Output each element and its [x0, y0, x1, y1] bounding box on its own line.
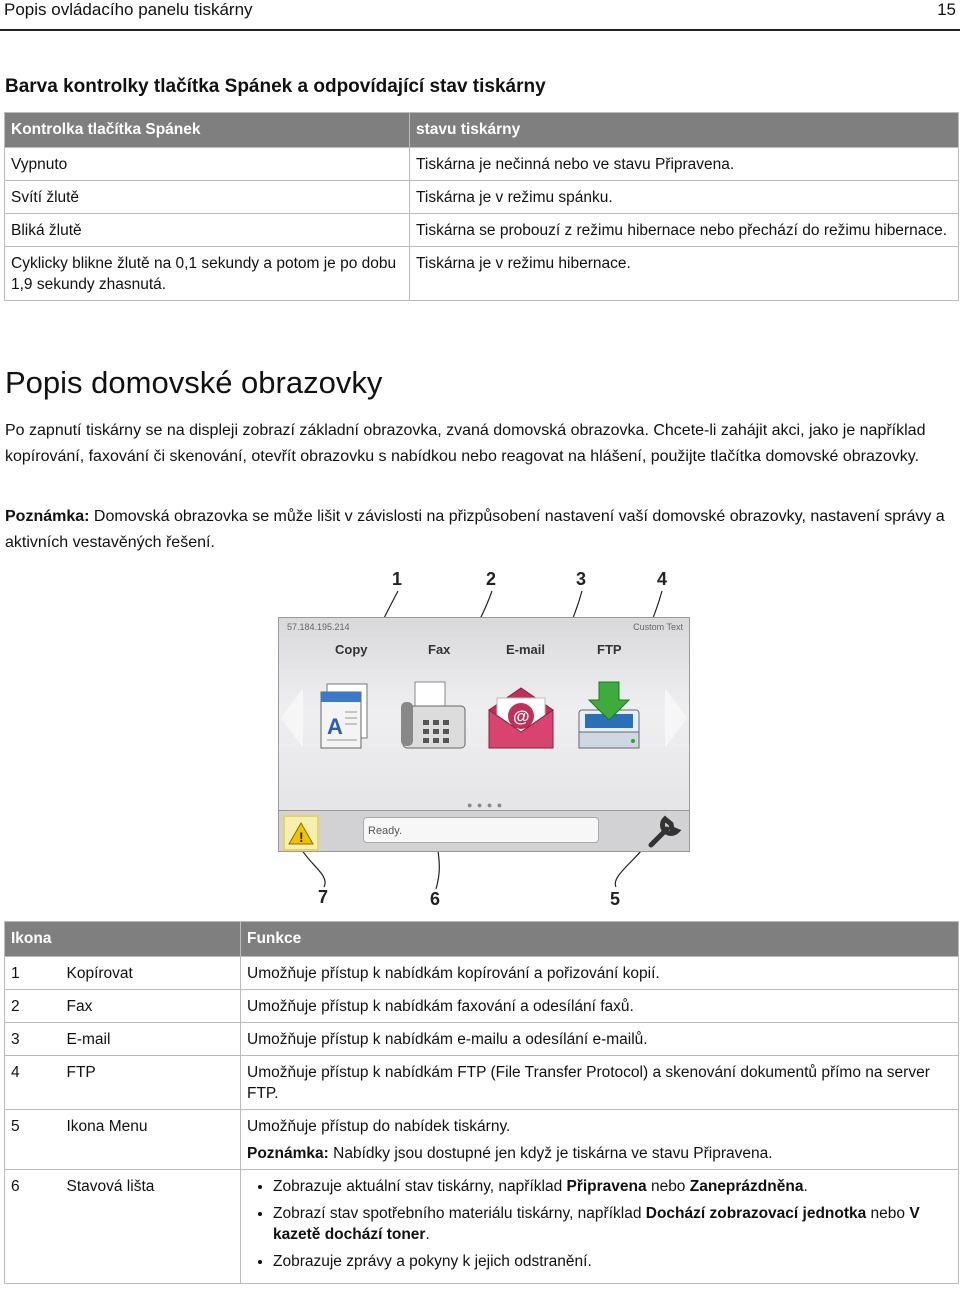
copy-icon[interactable]	[313, 680, 385, 752]
row-desc: Umožňuje přístup k nabídkám e-mailu a odesílání e-mailů.	[241, 1023, 959, 1056]
callout-3: 3	[576, 569, 587, 589]
left-arrow-icon[interactable]	[281, 688, 303, 748]
callout-4: 4	[657, 569, 668, 589]
list-item: • Zobrazuje zprávy a pokyny k jejich odstranění.	[273, 1251, 952, 1272]
email-label: E-mail	[506, 642, 546, 657]
table-header-light: Kontrolka tlačítka Spánek	[5, 113, 410, 148]
sleep-light-table	[4, 112, 959, 301]
state-cell: Tiskárna je nečinná nebo ve stavu Připravena.	[410, 148, 959, 181]
row-name: Stavová lišta	[61, 1170, 241, 1284]
intro-paragraph: Po zapnutí tiskárny se na displeji zobrazí základní obrazovka, zvaná domovská obrazovka. Chcete-li zahájit akci, jako je například kopírování, faxování či skenování, otevřít obrazovku s nabídkou nebo reagovat na hlášení, použijte tlačítka domovské obrazovky.	[5, 422, 926, 465]
table-row	[5, 1170, 959, 1284]
row-number: 1	[5, 957, 61, 990]
row-number: 5	[5, 1110, 61, 1170]
callout-2: 2	[486, 569, 497, 589]
svg-text:A: A	[327, 714, 343, 739]
row-desc: Umožňuje přístup k nabídkám faxování a odesílání faxů.	[241, 990, 959, 1023]
row-number: 2	[5, 990, 61, 1023]
right-arrow-icon[interactable]	[665, 688, 687, 748]
wrench-icon[interactable]	[645, 813, 683, 849]
table-header-function: Funkce	[241, 922, 959, 957]
light-cell: Bliká žlutě	[5, 214, 410, 247]
header-rule	[0, 29, 960, 31]
note-paragraph	[5, 504, 959, 555]
icon-function-table	[4, 921, 959, 1284]
copy-label: Copy	[335, 642, 368, 657]
row-number: 3	[5, 1023, 61, 1056]
page-number: 15	[937, 0, 956, 19]
row-note	[247, 1143, 952, 1164]
page-indicator: ● ● ● ●	[467, 800, 504, 810]
table-row	[5, 957, 959, 990]
note-text: Domovská obrazovka se může lišit v závislosti na přizpůsobení nastavení vaší domovské obrazovky, nastavení správy a aktivních vestavěných řešení.	[5, 508, 945, 551]
state-cell: Tiskárna je v režimu hibernace.	[410, 247, 959, 301]
warning-icon[interactable]	[283, 815, 319, 851]
ftp-icon[interactable]	[573, 680, 645, 752]
svg-text:@: @	[513, 707, 530, 726]
row-name: FTP	[61, 1056, 241, 1110]
callout-5: 5	[610, 889, 621, 909]
svg-text:!: !	[299, 829, 304, 845]
row-name: Ikona Menu	[61, 1110, 241, 1170]
fax-icon[interactable]	[397, 680, 469, 752]
email-icon[interactable]	[485, 680, 557, 752]
row-desc	[241, 1110, 959, 1170]
row-number: 6	[5, 1170, 61, 1284]
status-bar[interactable]: Ready.	[363, 817, 599, 843]
row-name: Kopírovat	[61, 957, 241, 990]
status-area	[278, 810, 690, 852]
table-header-state: stavu tiskárny	[410, 113, 959, 148]
callout-6: 6	[430, 889, 441, 909]
table-row	[5, 1023, 959, 1056]
table-row	[5, 1110, 959, 1170]
state-cell: Tiskárna je v režimu spánku.	[410, 181, 959, 214]
row-desc-text: Umožňuje přístup do nabídek tiskárny.	[247, 1118, 511, 1135]
ftp-label: FTP	[597, 642, 622, 657]
callout-1: 1	[392, 569, 403, 589]
row-name: Fax	[61, 990, 241, 1023]
light-cell: Svítí žlutě	[5, 181, 410, 214]
note-label: Poznámka:	[247, 1145, 329, 1162]
row-desc	[241, 1170, 959, 1284]
table-header-icon: Ikona	[5, 922, 241, 957]
row-name: E-mail	[61, 1023, 241, 1056]
home-screen-figure	[270, 565, 700, 915]
light-cell: Vypnuto	[5, 148, 410, 181]
page-header	[4, 0, 956, 22]
light-cell: Cyklicky blikne žlutě na 0,1 sekundy a potom je po dobu 1,9 sekundy zhasnutá.	[5, 247, 410, 301]
table-row	[5, 148, 959, 181]
table-row	[5, 247, 959, 301]
table-row	[5, 181, 959, 214]
row-number: 4	[5, 1056, 61, 1110]
ip-address: 57.184.195.214	[287, 622, 350, 632]
row-desc: Umožňuje přístup k nabídkám kopírování a pořizování kopií.	[241, 957, 959, 990]
header-title: Popis ovládacího panelu tiskárny	[4, 0, 253, 19]
bullet-list	[247, 1176, 952, 1272]
table-row	[5, 990, 959, 1023]
section1-heading: Barva kontrolky tlačítka Spánek a odpovídající stav tiskárny	[5, 76, 546, 97]
note-label: Poznámka:	[5, 508, 90, 525]
row-desc: Umožňuje přístup k nabídkám FTP (File Transfer Protocol) a skenování dokumentů přímo na server FTP.	[241, 1056, 959, 1110]
state-cell: Tiskárna se probouzí z režimu hibernace nebo přechází do režimu hibernace.	[410, 214, 959, 247]
note-text: Nabídky jsou dostupné jen když je tiskárna ve stavu Připravena.	[328, 1145, 773, 1162]
table-row	[5, 1056, 959, 1110]
list-item: • Zobrazí stav spotřebního materiálu tiskárny, například Dochází zobrazovací jednotka nebo V kazetě dochází toner.	[273, 1203, 952, 1245]
section2-heading: Popis domovské obrazovky	[5, 365, 383, 400]
fax-label: Fax	[428, 642, 451, 657]
custom-text: Custom Text	[633, 622, 683, 632]
table-row	[5, 214, 959, 247]
list-item: • Zobrazuje aktuální stav tiskárny, například Připravena nebo Zaneprázdněna.	[273, 1176, 952, 1197]
callout-7: 7	[318, 887, 329, 907]
